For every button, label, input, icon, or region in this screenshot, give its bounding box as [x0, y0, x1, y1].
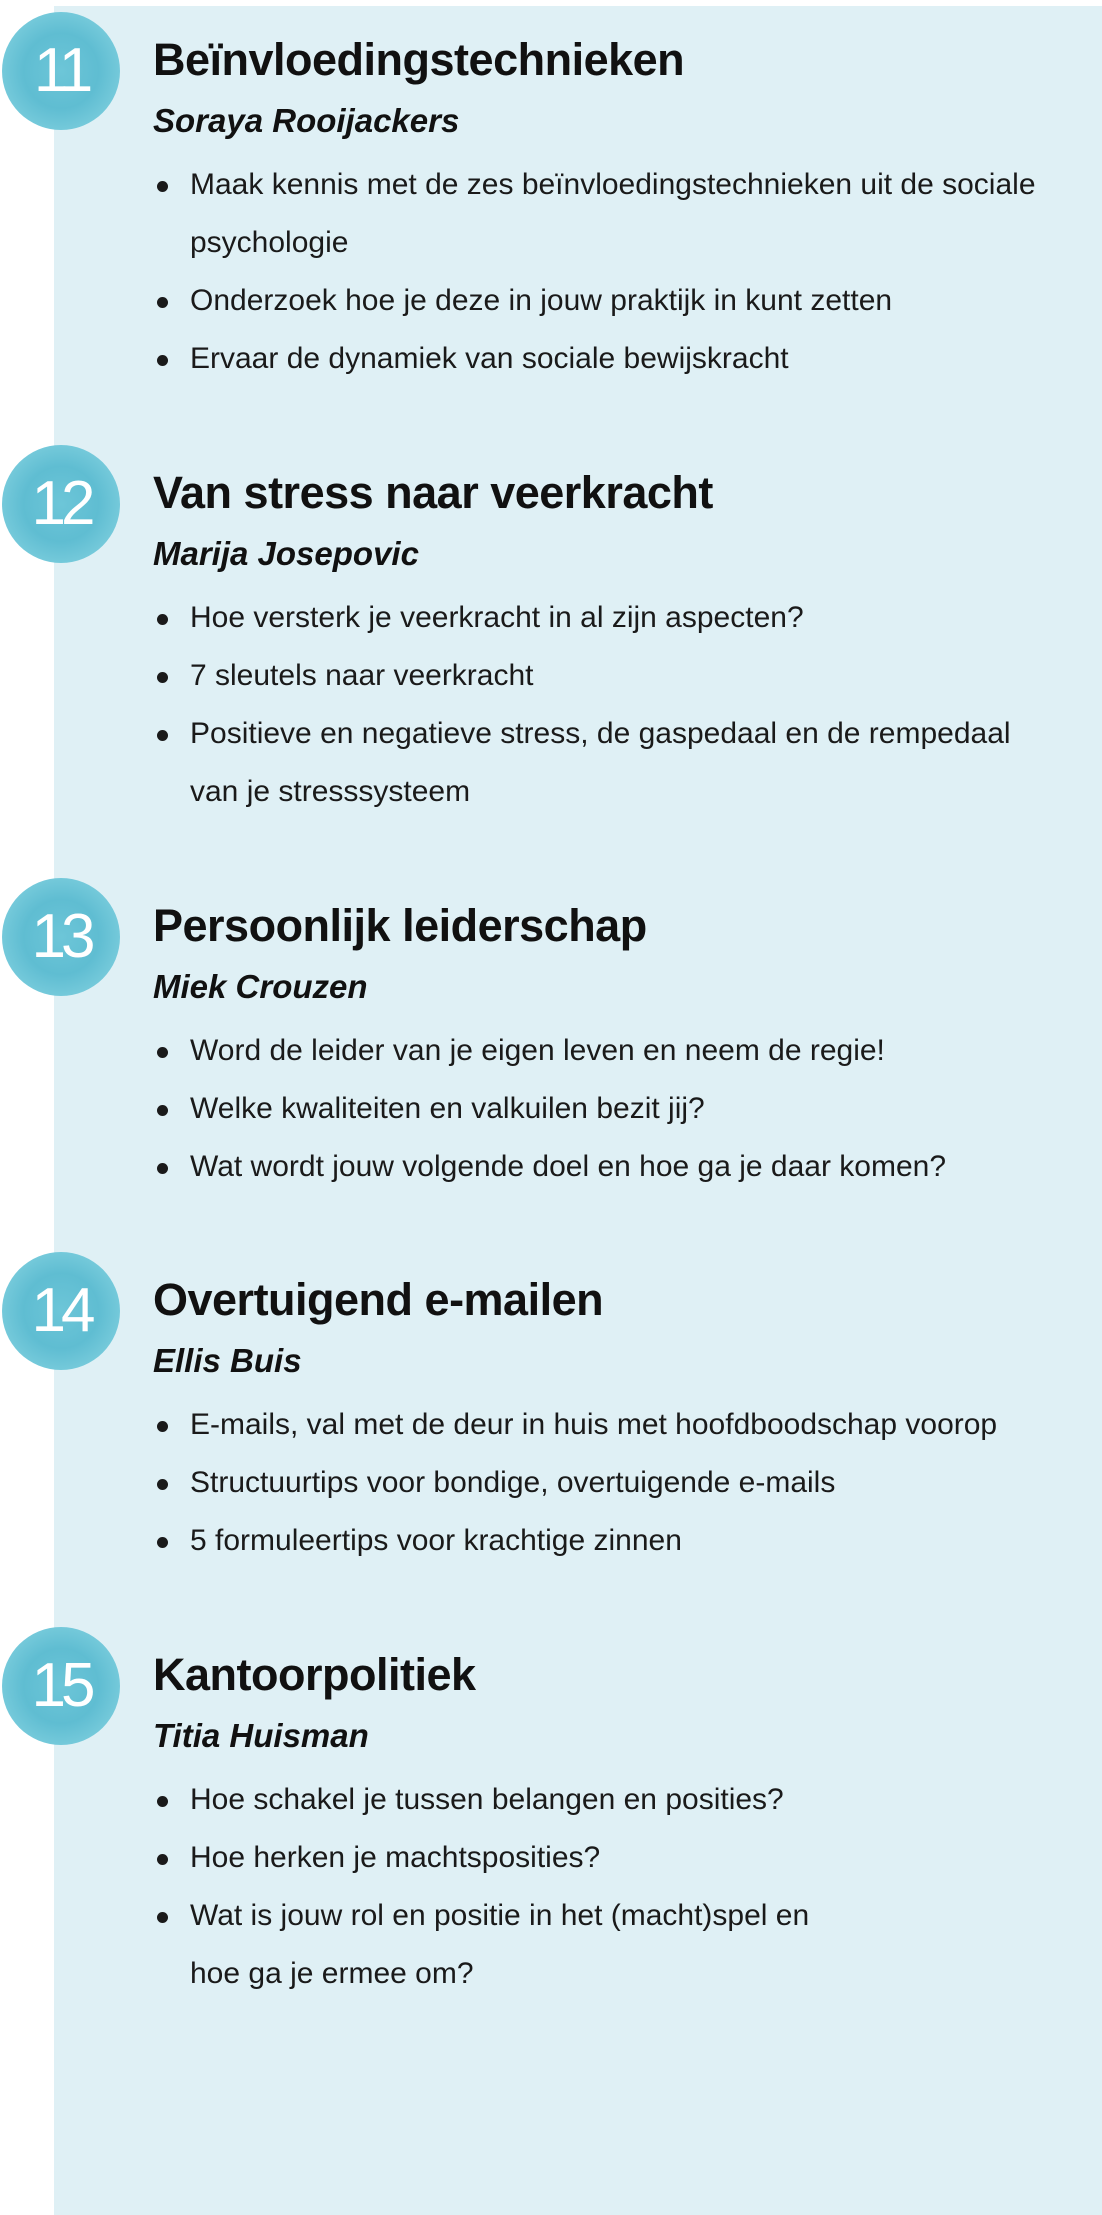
bullet-dot-icon [157, 1163, 168, 1174]
session-title: Persoonlijk leiderschap [153, 900, 647, 951]
session-speaker: Soraya Rooijackers [153, 102, 460, 139]
bullet-dot-icon [157, 181, 168, 192]
bullet-dot-icon [157, 1479, 168, 1490]
bullet-item: Wat is jouw rol en positie in het (macht)spel en hoe ga je ermee om? [153, 1887, 853, 2003]
session-bullet-list [153, 156, 1053, 388]
bullet-item: Ervaar de dynamiek van sociale bewijskracht [153, 330, 1053, 388]
bullet-dot-icon [157, 1537, 168, 1548]
bullet-item: Word de leider van je eigen leven en neem de regie! [153, 1022, 1053, 1080]
session-title: Kantoorpolitiek [153, 1649, 476, 1700]
bullet-dot-icon [157, 355, 168, 366]
session-speaker: Miek Crouzen [153, 968, 368, 1005]
session-bullet-list [153, 589, 1053, 821]
session-title: Overtuigend e-mailen [153, 1274, 604, 1325]
bullet-dot-icon [157, 672, 168, 683]
session-number: 12 [31, 469, 91, 538]
session-number: 13 [31, 902, 91, 971]
bullet-item: E-mails, val met de deur in huis met hoofdboodschap voorop [153, 1396, 1053, 1454]
bullet-dot-icon [157, 1854, 168, 1865]
session-speaker: Titia Huisman [153, 1717, 369, 1754]
bullet-dot-icon [157, 1912, 168, 1923]
bullet-item: Onderzoek hoe je deze in jouw praktijk in kunt zetten [153, 272, 1053, 330]
session-number-badge [2, 1627, 120, 1745]
session-bullet-list [153, 1022, 1053, 1196]
bullet-item: 5 formuleertips voor krachtige zinnen [153, 1512, 1053, 1570]
bullet-dot-icon [157, 730, 168, 741]
session-number: 15 [31, 1651, 91, 1720]
session-number-badge [2, 878, 120, 996]
bullet-item: Structuurtips voor bondige, overtuigende e-mails [153, 1454, 1053, 1512]
bullet-dot-icon [157, 1421, 168, 1432]
bullet-item: Maak kennis met de zes beïnvloedingstechnieken uit de sociale psychologie [153, 156, 1053, 272]
bullet-dot-icon [157, 1796, 168, 1807]
session-number-badge [2, 12, 120, 130]
session-bullet-list [153, 1396, 1053, 1570]
session-bullet-list [153, 1771, 853, 2003]
session-speaker: Ellis Buis [153, 1342, 302, 1379]
bullet-dot-icon [157, 297, 168, 308]
bullet-item: Hoe versterk je veerkracht in al zijn aspecten? [153, 589, 1053, 647]
session-number: 14 [31, 1276, 91, 1345]
bullet-item: Positieve en negatieve stress, de gaspedaal en de rempedaal van je stresssysteem [153, 705, 1053, 821]
session-number-badge [2, 445, 120, 563]
bullet-dot-icon [157, 614, 168, 625]
bullet-item: Wat wordt jouw volgende doel en hoe ga je daar komen? [153, 1138, 1053, 1196]
bullet-dot-icon [157, 1105, 168, 1116]
session-speaker: Marija Josepovic [153, 535, 419, 572]
bullet-item: 7 sleutels naar veerkracht [153, 647, 1053, 705]
session-number-badge [2, 1252, 120, 1370]
bullet-item: Hoe herken je machtsposities? [153, 1829, 853, 1887]
session-number: 11 [33, 36, 89, 105]
session-title: Van stress naar veerkracht [153, 467, 713, 518]
bullet-dot-icon [157, 1047, 168, 1058]
session-title: Beïnvloedingstechnieken [153, 34, 685, 85]
bullet-item: Welke kwaliteiten en valkuilen bezit jij? [153, 1080, 1053, 1138]
bullet-item: Hoe schakel je tussen belangen en posities? [153, 1771, 853, 1829]
